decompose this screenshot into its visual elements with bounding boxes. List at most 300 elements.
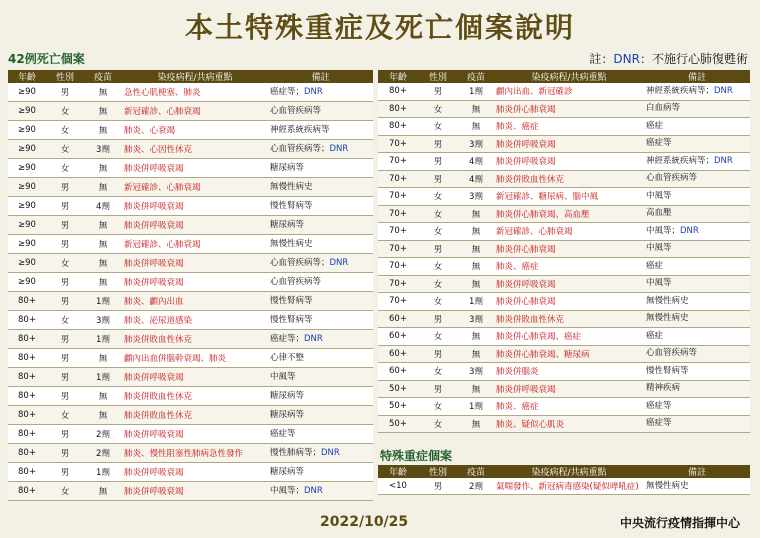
age-cell: ≥90	[8, 273, 46, 292]
vaccine-cell: 無	[458, 380, 494, 398]
course-cell: 肺炎、心因性休克	[122, 140, 268, 159]
remark-cell	[268, 83, 373, 102]
sex-cell: 女	[418, 223, 458, 241]
vaccine-cell: 無	[84, 273, 122, 292]
remark-text: 心血管疾病等；	[270, 257, 330, 268]
age-cell: 60+	[378, 328, 418, 346]
course-cell: 肺炎併呼吸衰竭	[122, 273, 268, 292]
course-cell: 肺炎、慢性阻塞性肺病急性發作	[122, 444, 268, 463]
table-row	[378, 100, 750, 118]
table-row	[378, 240, 750, 258]
remark-cell	[268, 121, 373, 140]
age-cell: 80+	[8, 425, 46, 444]
course-cell: 肺炎併呼吸衰竭	[494, 153, 644, 171]
sex-cell: 男	[418, 83, 458, 100]
dnr-mark: DNR	[680, 225, 699, 236]
remark-text: 無慢性病史	[646, 295, 689, 306]
remark-cell	[644, 83, 750, 100]
remark-text: 精神疾病	[646, 383, 681, 394]
vaccine-cell: 無	[84, 159, 122, 178]
dnr-mark: DNR	[329, 257, 349, 268]
remark-text: 糖尿病等	[270, 162, 305, 173]
sex-cell: 男	[418, 153, 458, 171]
age-cell: ≥90	[8, 197, 46, 216]
sex-cell: 女	[418, 100, 458, 118]
remark-text: 神經系統疾病等；	[646, 85, 715, 96]
vaccine-cell: 無	[84, 349, 122, 368]
remark-cell	[268, 235, 373, 254]
table-row	[378, 188, 750, 206]
remark-cell	[644, 170, 750, 188]
course-cell: 肺炎併心肺衰竭、高血壓	[494, 205, 644, 223]
remark-cell	[644, 310, 750, 328]
death-cases-table-left	[8, 70, 373, 501]
age-cell: 70+	[378, 153, 418, 171]
remark-cell	[268, 406, 373, 425]
table-row	[8, 444, 373, 463]
remark-text: 糖尿病等	[270, 390, 305, 401]
sex-cell: 男	[46, 387, 84, 406]
special-cases-table	[378, 465, 750, 495]
remark-cell	[268, 216, 373, 235]
remark-text: 無慢性病史	[646, 480, 689, 491]
vaccine-cell: 無	[458, 240, 494, 258]
vaccine-cell: 無	[84, 254, 122, 273]
sex-cell: 男	[418, 170, 458, 188]
age-cell: 80+	[8, 387, 46, 406]
table-row	[8, 102, 373, 121]
age-cell: 50+	[378, 398, 418, 416]
course-cell: 顱內出血、新冠確診	[494, 83, 644, 100]
course-cell: 急性心肌梗塞、肺炎	[122, 83, 268, 102]
vaccine-cell: 1劑	[458, 83, 494, 100]
vaccine-cell: 無	[458, 223, 494, 241]
vaccine-cell: 無	[458, 205, 494, 223]
remark-cell	[268, 330, 373, 349]
organization-name: 中央流行疫情指揮中心	[619, 516, 740, 530]
dnr-mark: DNR	[714, 155, 733, 166]
dnr-mark: DNR	[304, 333, 323, 344]
table-row	[8, 311, 373, 330]
table-row	[378, 380, 750, 398]
course-cell: 新冠確診、心肺衰竭	[122, 235, 268, 254]
remark-cell	[268, 273, 373, 292]
remark-text: 心血管疾病等	[646, 348, 698, 359]
vaccine-cell: 4劑	[458, 170, 494, 188]
page-title: 本土特殊重症及死亡個案說明	[184, 11, 575, 44]
remark-cell	[268, 425, 373, 444]
table-row	[378, 223, 750, 241]
table-row	[378, 118, 750, 136]
vaccine-cell: 無	[84, 235, 122, 254]
sex-cell: 男	[46, 463, 84, 482]
age-cell: 50+	[378, 380, 418, 398]
remark-cell	[268, 254, 373, 273]
header-sex: 性別	[418, 70, 458, 83]
table-row	[8, 368, 373, 387]
remark-cell	[644, 258, 750, 276]
table-row	[8, 140, 373, 159]
age-cell: 70+	[378, 170, 418, 188]
remark-text: 癌症等	[270, 428, 296, 439]
sex-cell: 男	[46, 235, 84, 254]
course-cell: 肺炎併呼吸衰竭	[122, 425, 268, 444]
sex-cell: 男	[418, 380, 458, 398]
vaccine-cell: 4劑	[84, 197, 122, 216]
vaccine-cell: 1劑	[84, 292, 122, 311]
table-row	[8, 121, 373, 140]
remark-text: 中風等	[646, 190, 672, 201]
course-cell: 肺炎併呼吸衰竭	[494, 135, 644, 153]
table-row	[8, 197, 373, 216]
age-cell: 70+	[378, 293, 418, 311]
table-row	[8, 235, 373, 254]
header-course: 染疫病程/共病重點	[494, 70, 644, 83]
age-cell: 80+	[8, 368, 46, 387]
vaccine-cell: 1劑	[458, 293, 494, 311]
age-cell: 70+	[378, 205, 418, 223]
age-cell: ≥90	[8, 140, 46, 159]
table-row	[378, 328, 750, 346]
header-age: 年齡	[378, 465, 418, 478]
remark-text: 糖尿病等	[270, 409, 305, 420]
remark-text: 慢性腎病等	[270, 295, 313, 306]
sex-cell: 女	[418, 293, 458, 311]
course-cell: 肺炎併呼吸衰竭	[122, 216, 268, 235]
course-cell: 顱內出血併腦幹衰竭、肺炎	[122, 349, 268, 368]
remark-cell	[644, 293, 750, 311]
sex-cell: 女	[46, 482, 84, 501]
age-cell: ≥90	[8, 216, 46, 235]
table-row	[8, 216, 373, 235]
table-row	[378, 415, 750, 433]
sex-cell: 男	[46, 444, 84, 463]
age-cell: ≥90	[8, 254, 46, 273]
age-cell: 70+	[378, 223, 418, 241]
course-cell: 肺炎併心肺衰竭	[494, 100, 644, 118]
vaccine-cell: 3劑	[84, 140, 122, 159]
course-cell: 肺炎併敗血性休克	[122, 387, 268, 406]
vaccine-cell: 1劑	[84, 368, 122, 387]
remark-cell	[268, 368, 373, 387]
remark-cell	[644, 380, 750, 398]
table-row	[378, 310, 750, 328]
course-cell: 肺炎、疑似心肌炎	[494, 415, 644, 433]
remark-cell	[268, 140, 373, 159]
age-cell: 80+	[8, 463, 46, 482]
age-cell: 80+	[378, 118, 418, 136]
table-row	[378, 258, 750, 276]
sex-cell: 女	[418, 118, 458, 136]
sex-cell: 女	[418, 415, 458, 433]
vaccine-cell: 1劑	[458, 398, 494, 416]
remark-cell	[268, 178, 373, 197]
sex-cell: 男	[418, 135, 458, 153]
header-vaccine: 疫苗	[84, 70, 122, 83]
vaccine-cell: 無	[84, 83, 122, 102]
header-vaccine: 疫苗	[458, 465, 494, 478]
vaccine-cell: 2劑	[458, 478, 494, 495]
header-age: 年齡	[8, 70, 46, 83]
course-cell: 肺炎併敗血性休克	[494, 310, 644, 328]
course-cell: 肺炎併呼吸衰竭	[494, 275, 644, 293]
course-cell: 肺炎併心肺衰竭	[494, 293, 644, 311]
course-cell: 肺炎併敗血性休克	[122, 330, 268, 349]
table-row	[8, 330, 373, 349]
vaccine-cell: 無	[84, 178, 122, 197]
age-cell: 60+	[378, 310, 418, 328]
remark-text: 癌症	[646, 330, 664, 341]
age-cell: 80+	[8, 292, 46, 311]
sex-cell: 女	[418, 328, 458, 346]
sex-cell: 女	[46, 406, 84, 425]
sex-cell: 女	[46, 121, 84, 140]
age-cell: ≥90	[8, 102, 46, 121]
dnr-mark: DNR	[714, 85, 733, 96]
vaccine-cell: 無	[84, 387, 122, 406]
vaccine-cell: 3劑	[458, 363, 494, 381]
remark-text: 中風等	[646, 278, 672, 289]
vaccine-cell: 無	[458, 345, 494, 363]
vaccine-cell: 無	[458, 258, 494, 276]
sex-cell: 女	[418, 258, 458, 276]
age-cell: 80+	[8, 311, 46, 330]
remark-text: 糖尿病等	[270, 219, 305, 230]
age-cell: 50+	[378, 415, 418, 433]
sex-cell: 男	[46, 292, 84, 311]
course-cell: 肺炎併呼吸衰竭	[494, 380, 644, 398]
table-row	[378, 205, 750, 223]
remark-cell	[644, 240, 750, 258]
table-row	[8, 254, 373, 273]
age-cell: ≥90	[8, 121, 46, 140]
remark-cell	[644, 415, 750, 433]
course-cell: 肺炎、癌症	[494, 118, 644, 136]
table-row	[8, 83, 373, 102]
table-row	[8, 463, 373, 482]
course-cell: 肺炎併心肺衰竭、糖尿病	[494, 345, 644, 363]
vaccine-cell: 無	[84, 102, 122, 121]
remark-text: 中風等；	[270, 485, 305, 496]
course-cell: 肺炎、泌尿道感染	[122, 311, 268, 330]
sex-cell: 女	[418, 205, 458, 223]
sex-cell: 男	[46, 425, 84, 444]
dnr-mark: DNR	[329, 143, 349, 154]
course-cell: 新冠確診、糖尿病、腦中風	[494, 188, 644, 206]
vaccine-cell: 3劑	[84, 311, 122, 330]
remark-cell	[644, 478, 750, 495]
header-remark: 備註	[644, 70, 750, 83]
course-cell: 肺炎併心肺衰竭	[494, 240, 644, 258]
vaccine-cell: 1劑	[84, 463, 122, 482]
age-cell: 60+	[378, 363, 418, 381]
vaccine-cell: 3劑	[458, 188, 494, 206]
vaccine-cell: 2劑	[84, 425, 122, 444]
remark-cell	[644, 345, 750, 363]
age-cell: 70+	[378, 135, 418, 153]
remark-cell	[644, 100, 750, 118]
death-cases-label: 42例死亡個案	[8, 52, 85, 66]
vaccine-cell: 無	[84, 482, 122, 501]
course-cell: 新冠確診、心肺衰竭	[122, 102, 268, 121]
vaccine-cell: 4劑	[458, 153, 494, 171]
remark-cell	[644, 188, 750, 206]
remark-cell	[644, 275, 750, 293]
table-row	[378, 293, 750, 311]
remark-text: 癌症等；	[270, 333, 305, 344]
sex-cell: 男	[46, 349, 84, 368]
table-row	[378, 135, 750, 153]
table-row	[8, 482, 373, 501]
sex-cell: 男	[46, 197, 84, 216]
age-cell: 80+	[378, 83, 418, 100]
vaccine-cell: 無	[458, 118, 494, 136]
table-row	[378, 170, 750, 188]
remark-cell	[644, 398, 750, 416]
remark-cell	[268, 349, 373, 368]
table-row	[378, 398, 750, 416]
note-dnr: DNR	[613, 52, 640, 66]
course-cell: 新冠確診、心肺衰竭	[494, 223, 644, 241]
sex-cell: 男	[46, 178, 84, 197]
age-cell: <10	[378, 478, 418, 495]
header-vaccine: 疫苗	[458, 70, 494, 83]
vaccine-cell: 無	[84, 216, 122, 235]
remark-text: 心血管疾病等	[270, 276, 322, 287]
header-age: 年齡	[378, 70, 418, 83]
vaccine-cell: 無	[458, 328, 494, 346]
table-row	[378, 363, 750, 381]
dnr-mark: DNR	[304, 485, 323, 496]
age-cell: ≥90	[8, 178, 46, 197]
remark-text: 神經系統疾病等；	[646, 155, 715, 166]
vaccine-cell: 2劑	[84, 444, 122, 463]
remark-text: 糖尿病等	[270, 466, 305, 477]
remark-cell	[268, 444, 373, 463]
sex-cell: 女	[418, 363, 458, 381]
course-cell: 肺炎併呼吸衰竭	[122, 368, 268, 387]
death-cases-table-right	[378, 70, 750, 433]
course-cell: 新冠確診、心肺衰竭	[122, 178, 268, 197]
remark-cell	[268, 292, 373, 311]
course-cell: 肺炎、心衰竭	[122, 121, 268, 140]
remark-text: 心血管疾病等	[270, 105, 322, 116]
age-cell: 80+	[8, 482, 46, 501]
remark-cell	[644, 328, 750, 346]
age-cell: ≥90	[8, 235, 46, 254]
header-remark: 備註	[268, 70, 373, 83]
table-row	[378, 345, 750, 363]
remark-text: 癌症	[646, 120, 664, 131]
sex-cell: 男	[46, 368, 84, 387]
remark-text: 中風等；	[646, 225, 681, 236]
age-cell: 80+	[378, 100, 418, 118]
table-header-row	[378, 70, 750, 83]
remark-text: 癌症等	[646, 400, 672, 411]
remark-text: 慢性肺病等；	[270, 447, 322, 458]
table-row	[8, 159, 373, 178]
header-remark: 備註	[644, 465, 750, 478]
vaccine-cell: 無	[458, 100, 494, 118]
note-prefix: 註：	[589, 52, 614, 66]
remark-text: 無慢性病史	[270, 181, 313, 192]
course-cell: 肺炎併腦炎	[494, 363, 644, 381]
remark-text: 癌症等	[646, 138, 672, 149]
table-row	[8, 273, 373, 292]
age-cell: 60+	[378, 345, 418, 363]
course-cell: 肺炎併敗血性休克	[122, 406, 268, 425]
course-cell: 肺炎併心肺衰竭、癌症	[494, 328, 644, 346]
sex-cell: 女	[46, 102, 84, 121]
special-cases-label: 特殊重症個案	[380, 449, 453, 463]
table-row	[8, 292, 373, 311]
remark-text: 心血管疾病等；	[270, 143, 330, 154]
remark-cell	[644, 153, 750, 171]
vaccine-cell: 無	[84, 406, 122, 425]
sex-cell: 男	[418, 345, 458, 363]
remark-cell	[644, 205, 750, 223]
age-cell: ≥90	[8, 83, 46, 102]
course-cell: 肺炎併呼吸衰竭	[122, 159, 268, 178]
remark-text: 高血壓	[646, 208, 672, 219]
age-cell: 70+	[378, 188, 418, 206]
sex-cell: 女	[418, 275, 458, 293]
remark-text: 心血管疾病等	[646, 173, 698, 184]
remark-cell	[644, 363, 750, 381]
sex-cell: 男	[418, 240, 458, 258]
age-cell: 80+	[8, 406, 46, 425]
header-sex: 性別	[46, 70, 84, 83]
dnr-mark: DNR	[304, 86, 323, 97]
remark-cell	[268, 197, 373, 216]
course-cell: 肺炎併呼吸衰竭	[122, 482, 268, 501]
age-cell: ≥90	[8, 159, 46, 178]
remark-cell	[268, 463, 373, 482]
course-cell: 氣喘發作、新冠病毒感染(疑似哮吼症)	[494, 478, 644, 495]
age-cell: 70+	[378, 258, 418, 276]
table-row	[8, 349, 373, 368]
sex-cell: 男	[418, 310, 458, 328]
remark-text: 神經系統疾病等	[270, 124, 330, 135]
sex-cell: 女	[46, 140, 84, 159]
table-header-row	[8, 70, 373, 83]
dnr-note	[589, 50, 748, 67]
vaccine-cell: 無	[458, 275, 494, 293]
sex-cell: 女	[418, 188, 458, 206]
table-header-row	[378, 465, 750, 478]
course-cell: 肺炎、顱內出血	[122, 292, 268, 311]
vaccine-cell: 無	[458, 415, 494, 433]
remark-text: 慢性腎病等	[270, 314, 313, 325]
sex-cell: 女	[418, 398, 458, 416]
table-row	[378, 275, 750, 293]
vaccine-cell: 1劑	[84, 330, 122, 349]
age-cell: 80+	[8, 349, 46, 368]
course-cell: 肺炎併呼吸衰竭	[122, 463, 268, 482]
remark-cell	[268, 387, 373, 406]
remark-cell	[644, 223, 750, 241]
sex-cell: 男	[46, 83, 84, 102]
age-cell: 70+	[378, 275, 418, 293]
age-cell: 80+	[8, 444, 46, 463]
course-cell: 肺炎、癌症	[494, 398, 644, 416]
sex-cell: 男	[418, 478, 458, 495]
note-suffix: ：不施行心肺復甦術	[639, 52, 748, 66]
header-course: 染疫病程/共病重點	[494, 465, 644, 478]
remark-text: 無慢性病史	[270, 238, 313, 249]
remark-cell	[644, 135, 750, 153]
remark-text: 慢性腎病等	[646, 365, 689, 376]
